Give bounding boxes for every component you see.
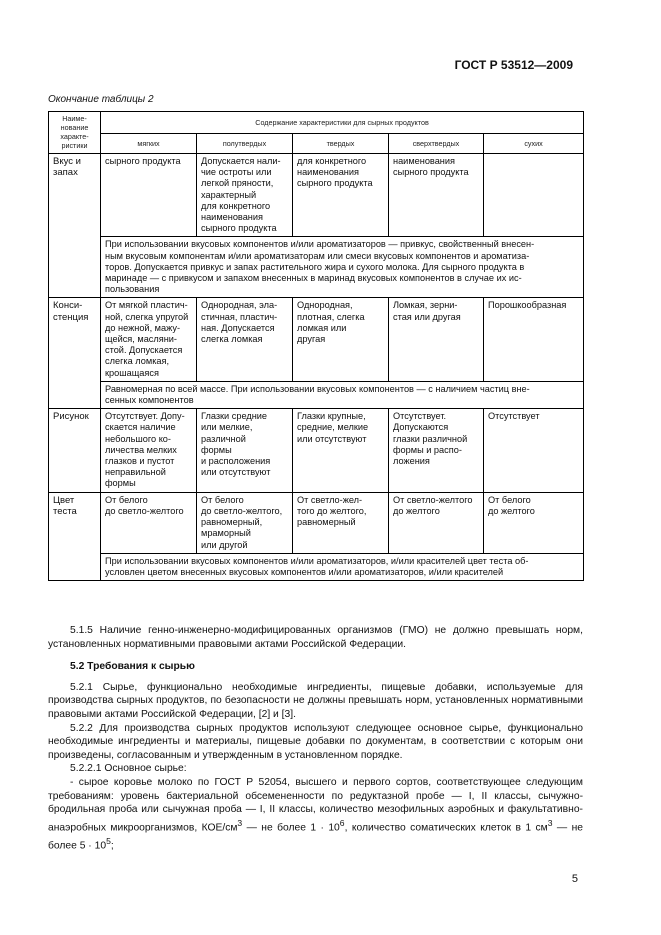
table-cell: Отсутствует. Допу- скается наличие небольшого ко- личества мелких глазков и пустот неправильной формы bbox=[101, 409, 197, 492]
column-header: твердых bbox=[293, 134, 389, 154]
table-cell: От светло-жел- того до желтого, равномерный bbox=[293, 492, 389, 553]
table-cell: Глазки средние или мелкие, различной формы и расположения или отсутствуют bbox=[197, 409, 293, 492]
table-span-cell: При использовании вкусовых компонентов и/или ароматизаторов — привкус, свойственный внесен- ным вкусовым компонентам и/или ароматизаторам или смеси вкусовых компонентов и ароматиза- торов. Допускается привкус и запах растительного жира и сухого молока. Для сырного продукта в маринаде — с привкусом и запахом внесенных в маринад вкусовых компонентов в случае их ис- пользования bbox=[101, 237, 584, 298]
table-row bbox=[49, 381, 584, 408]
column-header: полутвердых bbox=[197, 134, 293, 154]
table-cell: От белого до желтого bbox=[484, 492, 584, 553]
column-header: сухих bbox=[484, 134, 584, 154]
column-header: сверхтвердых bbox=[389, 134, 484, 154]
table-span-cell: При использовании вкусовых компонентов и/или ароматизаторов, и/или красителей цвет теста об- условлен цветом внесенных вкусовых компонентов и/или ароматизаторов, и/или красителей bbox=[101, 553, 584, 580]
table-cell: Порошкообразная bbox=[484, 298, 584, 381]
table-span-cell: Равномерная по всей массе. При использовании вкусовых компонентов — с наличием частиц вне- сенных компонентов bbox=[101, 381, 584, 408]
superscript: 3 bbox=[547, 817, 553, 828]
row-name: Конси- стенция bbox=[49, 298, 101, 409]
table-cell: От белого до светло-желтого, равномерный, мраморный или другой bbox=[197, 492, 293, 553]
group-header: Содержание характеристики для сырных продуктов bbox=[101, 112, 584, 134]
table-row bbox=[49, 409, 584, 492]
table-cell: От мягкой пластич- ной, слегка упругой до нежной, мажу- щейся, масляни- стой. Допускается слегка ломкая, крошащаяся bbox=[101, 298, 197, 381]
table-cell: сырного продукта bbox=[101, 154, 197, 237]
superscript: 5 bbox=[106, 835, 111, 846]
raw-milk-text: , количество соматических клеток в 1 см bbox=[344, 822, 548, 834]
characteristics-table bbox=[48, 111, 584, 581]
table-cell: Однородная, плотная, слегка ломкая или другая bbox=[293, 298, 389, 381]
raw-milk-text: — не более 1 · 10 bbox=[242, 822, 340, 834]
row-name: Вкус и запах bbox=[49, 154, 101, 298]
table-cell bbox=[484, 154, 584, 237]
name-column-header: Наиме- нование характе- ристики bbox=[49, 112, 101, 154]
row-name: Цвет теста bbox=[49, 492, 101, 580]
section-heading-5-2: 5.2 Требования к сырью bbox=[70, 661, 195, 673]
paragraph-5-2-2-1: 5.2.2.1 Основное сырье: bbox=[70, 763, 187, 775]
row-name: Рисунок bbox=[49, 409, 101, 492]
table-cell: для конкретного наименования сырного продукта bbox=[293, 154, 389, 237]
table-cell: наименования сырного продукта bbox=[389, 154, 484, 237]
table-cell: Отсутствует bbox=[484, 409, 584, 492]
table-row bbox=[49, 154, 584, 237]
table-row bbox=[49, 298, 584, 381]
table-row bbox=[49, 237, 584, 298]
paragraph-5-2-2: 5.2.2 Для производства сырных продуктов используют следующее основное сырье, функционально необходимые ингредиенты и материалы, пищевые добавки по документам, в соответствии с которым они произведены, согласованным и утвержденным в установленном порядке. bbox=[48, 722, 583, 761]
table-cell: Однородная, эла- стичная, пластич- ная. Допускается слегка ломкая bbox=[197, 298, 293, 381]
table-row bbox=[49, 492, 584, 553]
table-cell: Ломкая, зерни- стая или другая bbox=[389, 298, 484, 381]
body-text bbox=[48, 624, 583, 853]
table-cell: Глазки крупные, средние, мелкие или отсутствуют bbox=[293, 409, 389, 492]
column-header: мягких bbox=[101, 134, 197, 154]
superscript: 3 bbox=[237, 817, 243, 828]
raw-milk-text: ; bbox=[110, 840, 114, 852]
standard-header: ГОСТ Р 53512—2009 bbox=[454, 58, 573, 72]
table-cell: Отсутствует. Допускаются глазки различной формы и распо- ложения bbox=[389, 409, 484, 492]
raw-milk-text: - сырое коровье молоко по ГОСТ Р 52054, высшего и первого сортов, соответствующее следующим требованиям: уровень бактериальной обсемененности по редуктазной пробе — I, II классы, сычужно-бродильная проба или сычужная проба — I, II классы, количество мезофильных аэробных и факультативно-анаэробных микроорганизмов, КОЕ/см bbox=[48, 776, 583, 834]
page-number: 5 bbox=[571, 873, 578, 885]
table-caption: Окончание таблицы 2 bbox=[48, 94, 154, 105]
raw-milk-text: — не более 5 · 10 bbox=[48, 822, 583, 852]
table-cell: Допускается нали- чие остроты или легкой пряности, характерный для конкретного наименования сырного продукта bbox=[197, 154, 293, 237]
paragraph-raw-milk bbox=[48, 776, 583, 853]
table-cell: От белого до светло-желтого bbox=[101, 492, 197, 553]
paragraph-5-1-5: 5.1.5 Наличие генно-инженерно-модифицированных организмов (ГМО) не должно превышать норм, установленных нормативными правовыми актами Российской Федерации. bbox=[48, 625, 583, 650]
paragraph-5-2-1: 5.2.1 Сырье, функционально необходимые ингредиенты, пищевые добавки, используемые для производства сырных продуктов, по безопасности не должны превышать норм, установленных нормативными правовыми актами Российской Федерации, [2] и [3]. bbox=[48, 681, 583, 720]
table-cell: От светло-желтого до желтого bbox=[389, 492, 484, 553]
table-row bbox=[49, 553, 584, 580]
superscript: 6 bbox=[339, 817, 345, 828]
